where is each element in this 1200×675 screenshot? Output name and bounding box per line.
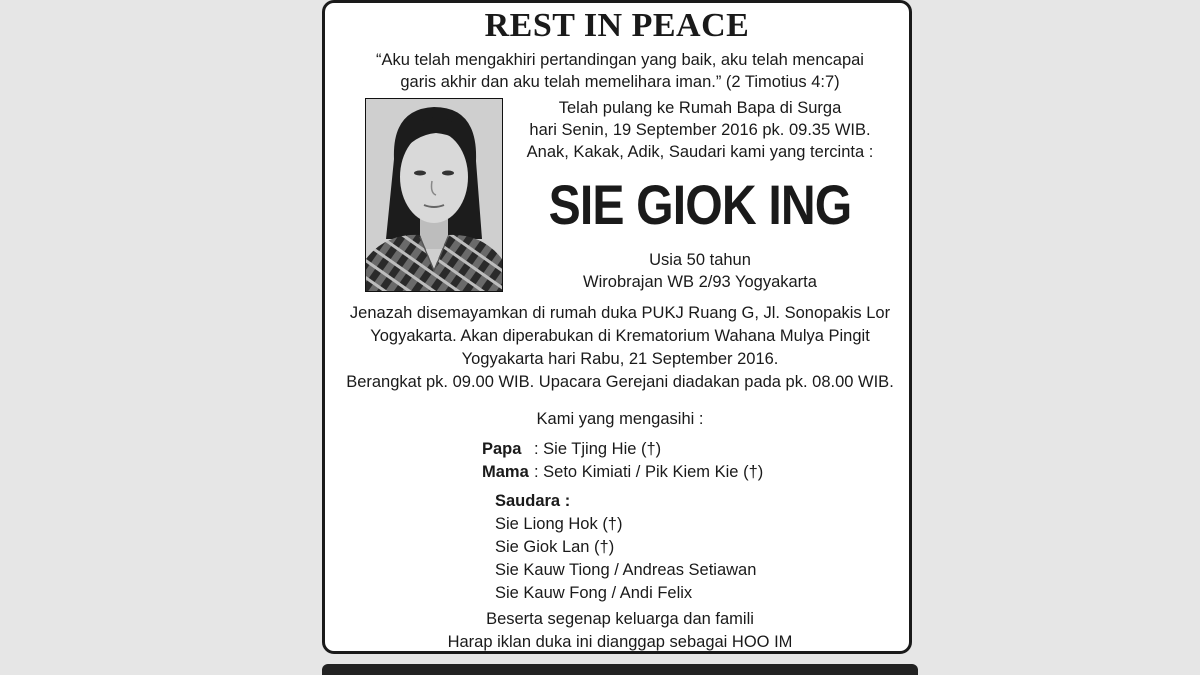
page-title: REST IN PEACE: [484, 7, 750, 44]
mama-row: [482, 461, 763, 484]
announcement-line-1: Telah pulang ke Rumah Bapa di Surga: [558, 99, 842, 117]
papa-name: : Sie Tjing Hie (†): [534, 440, 662, 458]
list-item: Sie Giok Lan (†): [495, 538, 615, 556]
next-ad-border: [322, 664, 918, 675]
siblings-label: Saudara :: [495, 492, 571, 510]
details-line-1: Jenazah disemayamkan di rumah duka PUKJ Ruang G, Jl. Sonopakis Lor: [349, 304, 891, 322]
list-item: Sie Kauw Tiong / Andreas Setiawan: [495, 561, 757, 579]
closing-line-1: Beserta segenap keluarga dan famili: [486, 610, 754, 628]
parents: [482, 438, 763, 484]
portrait-image: [366, 99, 502, 291]
deceased-age: Usia 50 tahun: [649, 251, 751, 269]
details-line-4: Berangkat pk. 09.00 WIB. Upacara Gerejani diadakan pada pk. 08.00 WIB.: [346, 373, 894, 391]
closing-line-2: Harap iklan duka ini dianggap sebagai HOO IM: [447, 633, 793, 651]
details-line-3: Yogyakarta hari Rabu, 21 September 2016.: [461, 350, 779, 368]
bible-verse: [345, 49, 895, 93]
announcement: [505, 97, 895, 163]
announcement-line-2: hari Senin, 19 September 2016 pk. 09.35 WIB.: [529, 121, 871, 139]
deceased-info: [505, 249, 895, 293]
list-item: Sie Kauw Fong / Andi Felix: [495, 584, 693, 602]
closing: [335, 608, 905, 654]
list-item: Sie Liong Hok (†): [495, 515, 623, 533]
verse-line-2: garis akhir dan aku telah memelihara iman.” (2 Timotius 4:7): [400, 73, 840, 91]
mama-label: Mama: [482, 463, 529, 481]
portrait-photo: [365, 98, 503, 292]
funeral-details: [335, 302, 905, 394]
family-intro: Kami yang mengasihi :: [536, 410, 704, 428]
details-line-2: Yogyakarta. Akan diperabukan di Krematorium Wahana Mulya Pingit: [370, 327, 870, 345]
siblings-list: [495, 513, 756, 605]
papa-row: [482, 438, 763, 461]
mama-name: : Seto Kimiati / Pik Kiem Kie (†): [534, 463, 764, 481]
papa-label: Papa: [482, 440, 522, 458]
deceased-address: Wirobrajan WB 2/93 Yogyakarta: [583, 273, 817, 291]
obituary-card: [322, 0, 912, 654]
deceased-name: SIE GIOK ING: [548, 173, 852, 236]
announcement-line-3: Anak, Kakak, Adik, Saudari kami yang tercinta :: [526, 143, 874, 161]
verse-line-1: “Aku telah mengakhiri pertandingan yang baik, aku telah mencapai: [376, 51, 864, 69]
